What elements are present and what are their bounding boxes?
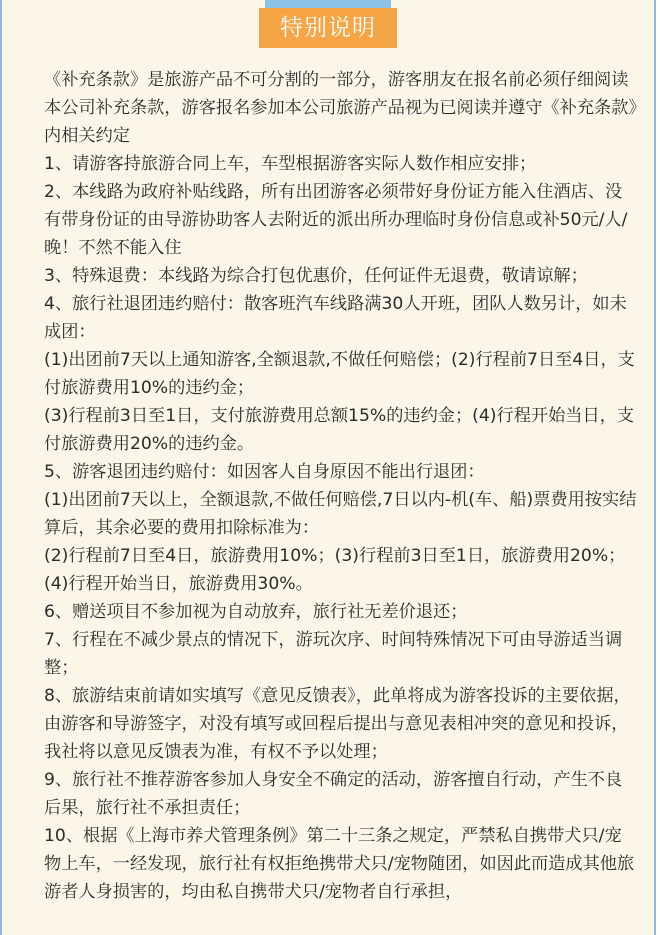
clause-5-item-a: (1)出团前7天以上，全额退款,不做任何赔偿,7日以内-机(车、船)票费用按实结算后，其余必要的费用扣除标准为： (44, 490, 637, 538)
clause-5: 5、游客退团违约赔付：如因客人自身原因不能出行退团： (44, 462, 485, 482)
intro-paragraph: 《补充条款》是旅游产品不可分割的一部分，游客朋友在报名前必须仔细阅读本公司补充条款，游客报名参加本公司旅游产品视为已阅读并遵守《补充条款》内相关约定 (44, 70, 637, 146)
clause-4-item-a: (1)出团前7天以上通知游客,全额退款,不做任何赔偿；(2)行程前7日至4日，支付旅游费用10%的违约金； (44, 350, 635, 398)
clause-8: 8、旅游结束前请如实填写《意见反馈表》，此单将成为游客投诉的主要依据，由游客和导游签字，对没有填写或回程后提出与意见表相冲突的意见和投诉，我社将以意见反馈表为准，有权不予以处理； (44, 686, 631, 762)
clause-10: 10、根据《上海市养犬管理条例》第二十三条之规定，严禁私自携带犬只/宠物上车，一经发现，旅行社有权拒绝携带犬只/宠物随团，如因此而造成其他旅游者人身损害的，均由私自携带犬只/宠物者自行承担， (44, 826, 635, 902)
section-header (2, 0, 654, 60)
notice-body (44, 66, 638, 906)
clause-3: 3、特殊退费：本线路为综合打包优惠价，任何证件无退费，敬请谅解； (44, 266, 588, 286)
section-title: 特别说明 (259, 8, 397, 48)
title-accent-bar (265, 0, 391, 8)
clause-9: 9、旅行社不推荐游客参加人身安全不确定的活动，游客擅自行动，产生不良后果，旅行社不承担责任； (44, 770, 623, 818)
clause-6: 6、赠送项目不参加视为自动放弃，旅行社无差价退还； (44, 602, 468, 622)
clause-2: 2、本线路为政府补贴线路，所有出团游客必须带好身份证方能入住酒店、没有带身份证的由导游协助客人去附近的派出所办理临时身份信息或补50元/人/晚！不然不能入住 (44, 182, 628, 258)
clause-5-item-b: (2)行程前7日至4日，旅游费用10%；(3)行程前3日至1日，旅游费用20%；(4)行程开始当日，旅游费用30%。 (44, 546, 626, 594)
clause-4-item-b: (3)行程前3日至1日，支付旅游费用总额15%的违约金；(4)行程开始当日，支付旅游费用20%的违约金。 (44, 406, 635, 454)
clause-7: 7、行程在不减少景点的情况下，游玩次序、时间特殊情况下可由导游适当调整； (44, 630, 623, 678)
clause-4: 4、旅行社退团违约赔付：散客班汽车线路满30人开班，团队人数另计，如未成团： (44, 294, 627, 342)
clause-1: 1、请游客持旅游合同上车，车型根据游客实际人数作相应安排； (44, 154, 537, 174)
